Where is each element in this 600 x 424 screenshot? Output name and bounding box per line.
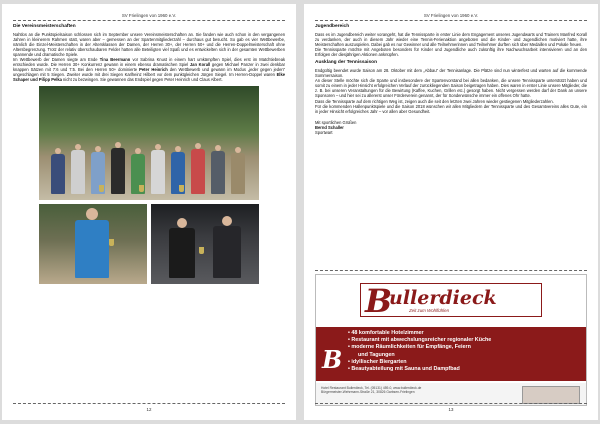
winner-name: Tina Beermann <box>99 57 131 63</box>
person-figure <box>71 150 85 194</box>
map-thumbnail <box>522 386 580 404</box>
paragraph-jugend: Dass es im Jugendbereich weiter vorangeht, hat die Tennissparte in erster Linie dem Engagement unseres Jugendwarts und Trainers Manfred Korall zu verdanken, der auch in diesem Jahr wieder eine Tennis-Ferienaktion angeboten und die Kinder- und Jugendlichen motiviert hatte, ihre Meisterschaften auszuspielen. Dabei gab es nur Gewinner und alle Teilnehmerinnen und Teilnehmer durften sich über Medaillen und Pokale freuen. <box>315 32 587 48</box>
running-head: SV Frielingen von 1960 e.V. <box>121 13 177 18</box>
paragraph-ausklang-4: Für die kommenden Hallenpunktspiele und die Saison 2018 wünschen wir allen Mitgliedern der Tennissparte und des Gesamtvereins alles Gute, ein in jeder Hinsicht erfolgreiches Jahr – vor allen aber Gesundheit. <box>315 103 587 114</box>
text-segment: gegen Michael Panzer in zwei denkbar knappen Sätzen mit 7:6 und 7:5. Bei den Herren 50+ dominierte <box>13 62 285 73</box>
trophy-icon <box>139 185 144 192</box>
winner-name: Jan Korall <box>189 62 211 68</box>
person-head <box>177 218 187 228</box>
person-figure <box>213 226 241 278</box>
left-page <box>2 4 296 420</box>
paragraph-ausklang-1: Endgültig beendet wurde Saison am 28. Oktober mit dem „Abbau“ der Tennisanlage. Die Plätze sind nun winterfest und warten auf die kommende Sommersaison. <box>315 68 587 79</box>
paragraph-ausklang-2: An dieser Stelle möchte sich die Sparte und insbesondere der Spartenvorstand bei allen bedanken, die unsere Tennissparte unterstützt haben und somit zu einem in jeder Hinsicht erfolgreichen Verlauf der zurückliegenden Saison beigetragen haben. Dies waren in erster Linie unsere Mitglieder, die z. B. bei unseren Veranstaltungen für die Bewirtung (Kaffee, Kuchen, Grillen etc.) gesorgt haben. Nicht vergessen werden darf der Dank an unsere Sponsoren – und hier sei zu allererst unser Förderverein genannt, der für Sonderwünsche immer ein offenes Ohr hatte. <box>315 78 587 99</box>
person-figure <box>169 228 195 278</box>
person-figure <box>51 154 65 194</box>
header-rule <box>13 20 285 21</box>
person-figure <box>151 150 165 194</box>
winner-name: Elke Schaper und Pilipp Pelka <box>13 72 285 83</box>
paragraph-jugend-2: Die Tennissparte möchte mit Angeboten besonders für Kinder und Jugendliche auch zukünftig ihre Nachwuchsarbeit intensivieren und an den Erfolgen der diesjährigen Aktionen anknüpfen. <box>315 47 587 58</box>
contact-line: Hotel Restaurant Bullerdieck, Tel. (05131) 459-0, www.bullerdieck.de <box>321 386 422 390</box>
signoff <box>315 120 587 135</box>
winner-photo-right <box>151 204 259 284</box>
winner-name: Peter Heinrich <box>139 67 168 73</box>
person-figure <box>231 153 245 194</box>
feature-line: • Beautyabteilung mit Sauna und Dampfbad <box>348 366 460 373</box>
paragraph-ausklang-3: Dass die Tennissparte auf dem richtigen Weg ist, zeigen auch die seit den letzten zwei Jahren wieder gestiegenen Mitgliederzahlen. <box>315 98 554 104</box>
winner-photo-left <box>39 204 147 284</box>
section-title-jugendbereich: Jugendbereich <box>315 24 350 29</box>
right-page <box>304 4 598 420</box>
hotel-advertisement <box>315 274 587 406</box>
footer-rule <box>13 403 285 404</box>
feature-line: • idyllischer Biergarten <box>348 358 407 365</box>
band-logo-initial: B <box>322 345 343 374</box>
feature-line: • Restaurant mit abwechslungsreicher regionaler Küche <box>348 337 492 344</box>
trophy-icon <box>179 185 184 192</box>
page-number: 12 <box>146 407 152 412</box>
person-figure <box>211 151 225 194</box>
person-head <box>86 208 98 220</box>
trophy-icon <box>109 239 114 246</box>
page-number: 13 <box>448 407 454 412</box>
ad-features-band <box>316 327 586 381</box>
logo-initial: B <box>365 282 393 320</box>
footer-rule <box>315 403 587 404</box>
text-segment: den Wettbewerb und gewann im Modus „jeder gegen jeden“ ungeschlagen mit 5 Siegen. Zweiter wurde mit drei Siegen Karlheinz Hilbert vor dem punktgleichen Jürgen Siegel. Im Herren-Doppel waren <box>13 67 286 78</box>
text-segment: Im Wettbewerb der Damen siegte am Ende <box>13 57 100 63</box>
greeting: Mit sportlichen Grüßen <box>315 119 357 125</box>
feature-line: und Tagungen <box>358 351 395 358</box>
photo-row <box>39 204 259 284</box>
signer-name: Bernd Schaller <box>315 124 344 130</box>
header-rule <box>315 20 587 21</box>
hotel-logo <box>360 282 542 320</box>
person-figure <box>191 149 205 194</box>
contact-line: Bürgermeister-Wehrmann-Straße 21, 30826 Garbsen-Frielingen <box>321 390 415 395</box>
person-figure <box>111 148 125 194</box>
text-segment: nicht zu bezwingen. Sie gewannen das Endspiel gegen Peter Heinrich und Claus Albert. <box>61 77 223 83</box>
logo-name: ullerdieck <box>389 287 497 309</box>
section-title-vereinsmeisterschaften: Die Vereinsmeisterschaften <box>13 24 76 29</box>
trophy-icon <box>99 185 104 192</box>
person-head <box>222 216 232 226</box>
text-segment: vor Sabrina Knust in einem hart umkämpften Spiel, dies erst im Matchtiebreak entschieden wurde. Die Herren 30+ Konkurrenz gewann in einem ebenso dramatischen Spiel <box>13 57 286 68</box>
group-photo <box>39 86 259 200</box>
paragraph-intro: Nahtlos an die Punktspielsaison schlossen sich im September unsere Vereinsmeisterschaften an. Sie fanden wie auch schon in den vergangenen Jahren in kleinerem Rahmen statt, waren aber – gemessen an der Spartenmitgliederzahl – durchaus gut besucht. So gab es vier Wettbewerbe, nämlich die Einzel-Meisterschaften in der Altersklassen der Damen, der Herren 30+, der Herren 50+ und die Herren-Doppelmeisterschaft ohne Altersbegrenzung. Trotz der relativ überschaubaren Felder hatten alle Beteiligten viel Spaß und es entwickelten sich in der gesamten Wettbewerben spannende und dramatische Spiele. <box>13 32 285 58</box>
feature-line: • moderne Räumlichkeiten für Empfänge, Feiern <box>348 344 471 351</box>
paragraph-results <box>13 57 285 82</box>
trophy-icon <box>199 247 204 254</box>
person-figure <box>75 220 109 278</box>
running-head: SV Frielingen von 1960 e.V. <box>423 13 479 18</box>
section-title-ausklang: Ausklang der Tennissaison <box>315 60 378 66</box>
ad-separator <box>315 270 587 271</box>
logo-tagline: Zeit zum Wohlfühlen <box>409 308 450 313</box>
feature-line: • 48 komfortable Hotelzimmer <box>348 330 424 336</box>
signer-role: Sportwart <box>315 129 333 135</box>
